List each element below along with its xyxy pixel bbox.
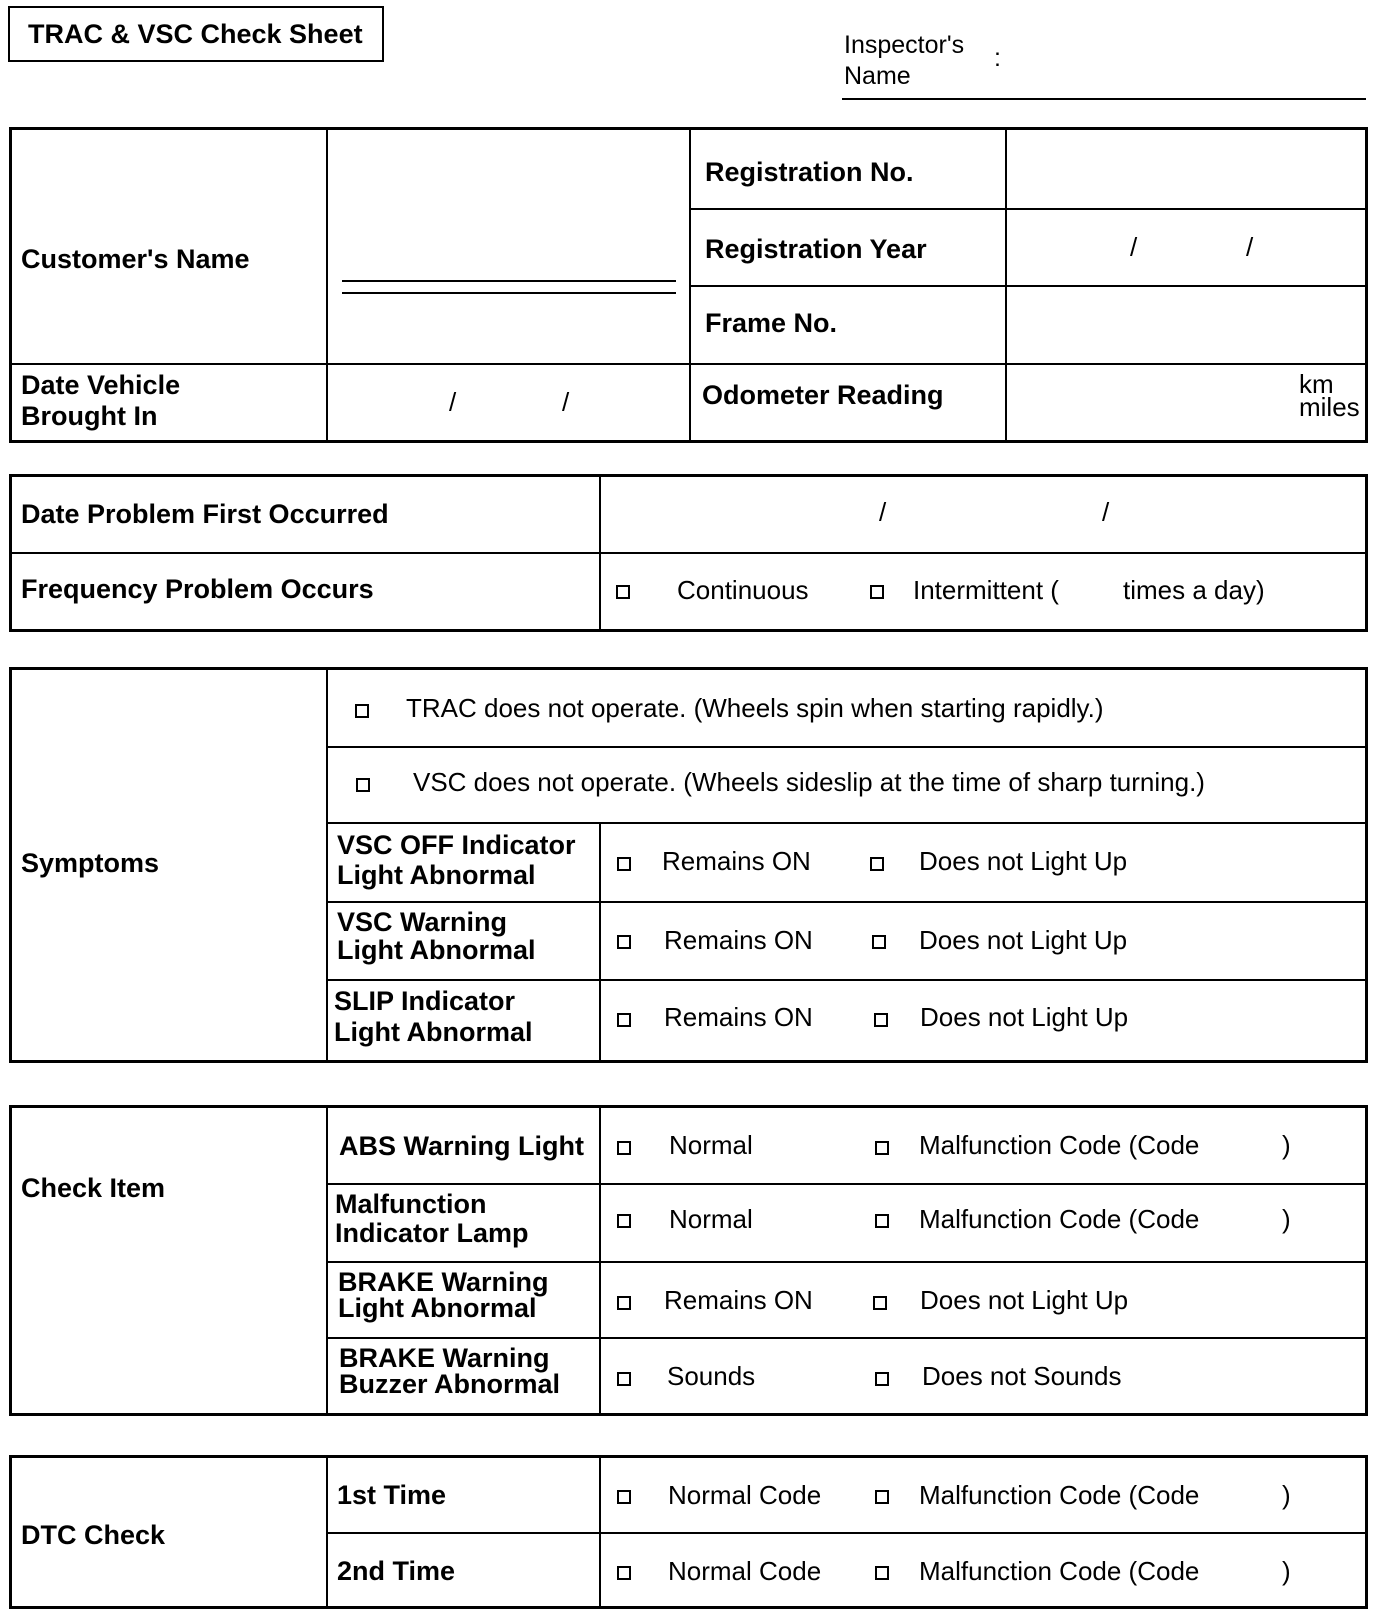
registration-no-field[interactable] — [1007, 130, 1363, 207]
vsc-off-remains-on-checkbox[interactable] — [617, 857, 631, 871]
continuous-checkbox[interactable] — [616, 585, 630, 599]
abs-normal-label: Normal — [669, 1130, 753, 1160]
vsc-warning-remains-on-checkbox[interactable] — [617, 935, 631, 949]
vsc-warning-not-light-label: Does not Light Up — [919, 925, 1128, 955]
mil-label: Malfunction Indicator Lamp — [335, 1189, 529, 1248]
vsc-off-indicator-label: VSC OFF Indicator Light Abnormal — [337, 830, 576, 890]
registration-year-field[interactable] — [1007, 210, 1363, 284]
vsc-warning-remains-on-label: Remains ON — [664, 925, 813, 955]
brake-light-not-light-checkbox[interactable] — [873, 1296, 887, 1310]
divider — [326, 746, 1365, 748]
customers-name-label: Customer's Name — [21, 244, 250, 274]
dtc-check-section — [9, 1455, 1368, 1609]
dtc-2nd-malfunction-label: Malfunction Code (Code — [919, 1556, 1200, 1586]
times-a-day-label: times a day) — [1123, 575, 1265, 605]
date-slash: / — [562, 387, 570, 417]
mil-normal-label: Normal — [669, 1204, 753, 1234]
inspector-colon: : — [994, 44, 1001, 72]
buzzer-sounds-checkbox[interactable] — [617, 1372, 631, 1386]
dtc-2nd-time-label: 2nd Time — [337, 1556, 456, 1586]
unit-miles: miles — [1299, 392, 1360, 422]
abs-code-close: ) — [1282, 1130, 1291, 1160]
trac-not-operate-label: TRAC does not operate. (Wheels spin when starting rapidly.) — [406, 693, 1104, 723]
mil-normal-checkbox[interactable] — [617, 1214, 631, 1228]
date-first-occurred-field[interactable] — [601, 477, 1365, 551]
vsc-warning-light-label: VSC Warning Light Abnormal — [337, 907, 536, 965]
divider — [326, 670, 328, 1060]
date-first-occurred-label: Date Problem First Occurred — [21, 499, 389, 529]
date-slash: / — [449, 387, 457, 417]
divider — [326, 822, 1365, 824]
odometer-reading-field[interactable] — [1007, 365, 1363, 440]
brake-light-not-light-label: Does not Light Up — [920, 1285, 1129, 1315]
intermittent-checkbox[interactable] — [870, 585, 884, 599]
date-slash: / — [879, 497, 887, 527]
sheet-title: TRAC & VSC Check Sheet — [8, 6, 384, 62]
slip-not-light-label: Does not Light Up — [920, 1002, 1129, 1032]
registration-year-label: Registration Year — [705, 234, 927, 264]
abs-warning-light-label: ABS Warning Light — [339, 1131, 584, 1161]
intermittent-label: Intermittent ( — [913, 575, 1059, 605]
divider — [599, 822, 601, 1060]
dtc-1st-malfunction-checkbox[interactable] — [875, 1490, 889, 1504]
brake-warning-light-label: BRAKE Warning Light Abnormal — [338, 1267, 549, 1323]
buzzer-not-sounds-label: Does not Sounds — [922, 1361, 1122, 1391]
mil-malfunction-checkbox[interactable] — [875, 1214, 889, 1228]
check-item-label: Check Item — [21, 1173, 166, 1203]
inspector-label: Inspector's Name — [844, 31, 965, 90]
mil-code-close: ) — [1282, 1204, 1291, 1234]
dtc-1st-time-label: 1st Time — [337, 1480, 447, 1510]
registration-no-label: Registration No. — [705, 157, 914, 187]
date-brought-in-field[interactable] — [328, 365, 688, 440]
vsc-off-not-light-label: Does not Light Up — [919, 846, 1128, 876]
buzzer-sounds-label: Sounds — [667, 1361, 756, 1391]
date-slash: / — [1130, 232, 1138, 262]
problem-section — [9, 474, 1368, 632]
dtc-2nd-code-close: ) — [1282, 1556, 1291, 1586]
customers-name-field[interactable] — [342, 280, 676, 294]
frame-no-label: Frame No. — [705, 308, 838, 338]
dtc-1st-normal-label: Normal Code — [668, 1480, 822, 1510]
dtc-check-label: DTC Check — [21, 1520, 166, 1550]
slip-not-light-checkbox[interactable] — [874, 1013, 888, 1027]
slip-indicator-label: SLIP Indicator Light Abnormal — [334, 986, 533, 1047]
abs-normal-checkbox[interactable] — [617, 1141, 631, 1155]
date-brought-in-label: Date Vehicle Brought In — [21, 370, 181, 431]
brake-warning-buzzer-label: BRAKE Warning Buzzer Abnormal — [339, 1343, 561, 1399]
date-slash: / — [1102, 497, 1110, 527]
symptoms-label: Symptoms — [21, 848, 160, 878]
trac-not-operate-checkbox[interactable] — [355, 704, 369, 718]
vsc-warning-not-light-checkbox[interactable] — [872, 935, 886, 949]
divider — [326, 1261, 1365, 1263]
vsc-off-not-light-checkbox[interactable] — [870, 857, 884, 871]
vsc-not-operate-label: VSC does not operate. (Wheels sideslip at the time of sharp turning.) — [413, 767, 1205, 797]
frequency-label: Frequency Problem Occurs — [21, 574, 374, 604]
inspector-name-field[interactable] — [842, 30, 1366, 100]
divider — [326, 1183, 1365, 1185]
customer-section — [9, 127, 1368, 443]
dtc-2nd-malfunction-checkbox[interactable] — [875, 1566, 889, 1580]
continuous-label: Continuous — [677, 575, 809, 605]
vsc-off-remains-on-label: Remains ON — [662, 846, 811, 876]
buzzer-not-sounds-checkbox[interactable] — [875, 1372, 889, 1386]
dtc-2nd-normal-label: Normal Code — [668, 1556, 822, 1586]
slip-remains-on-checkbox[interactable] — [617, 1013, 631, 1027]
frame-no-field[interactable] — [1007, 287, 1363, 362]
divider — [12, 552, 1365, 554]
brake-light-remains-on-checkbox[interactable] — [617, 1296, 631, 1310]
odometer-reading-label: Odometer Reading — [702, 380, 944, 410]
date-slash: / — [1246, 232, 1254, 262]
dtc-1st-malfunction-label: Malfunction Code (Code — [919, 1480, 1200, 1510]
mil-malfunction-label: Malfunction Code (Code — [919, 1204, 1200, 1234]
divider — [326, 979, 1365, 981]
vsc-not-operate-checkbox[interactable] — [356, 778, 370, 792]
divider — [326, 1337, 1365, 1339]
times-a-day-field[interactable] — [1072, 573, 1116, 605]
dtc-1st-normal-checkbox[interactable] — [617, 1490, 631, 1504]
slip-remains-on-label: Remains ON — [664, 1002, 813, 1032]
symptoms-section — [9, 667, 1368, 1063]
inspector-name-line — [842, 98, 1366, 100]
abs-malfunction-checkbox[interactable] — [875, 1141, 889, 1155]
divider — [326, 901, 1365, 903]
brake-light-remains-on-label: Remains ON — [664, 1285, 813, 1315]
check-item-section — [9, 1105, 1368, 1416]
unit-km: km — [1299, 369, 1334, 399]
abs-malfunction-label: Malfunction Code (Code — [919, 1130, 1200, 1160]
dtc-2nd-normal-checkbox[interactable] — [617, 1566, 631, 1580]
dtc-1st-code-close: ) — [1282, 1480, 1291, 1510]
divider — [326, 1532, 1365, 1534]
